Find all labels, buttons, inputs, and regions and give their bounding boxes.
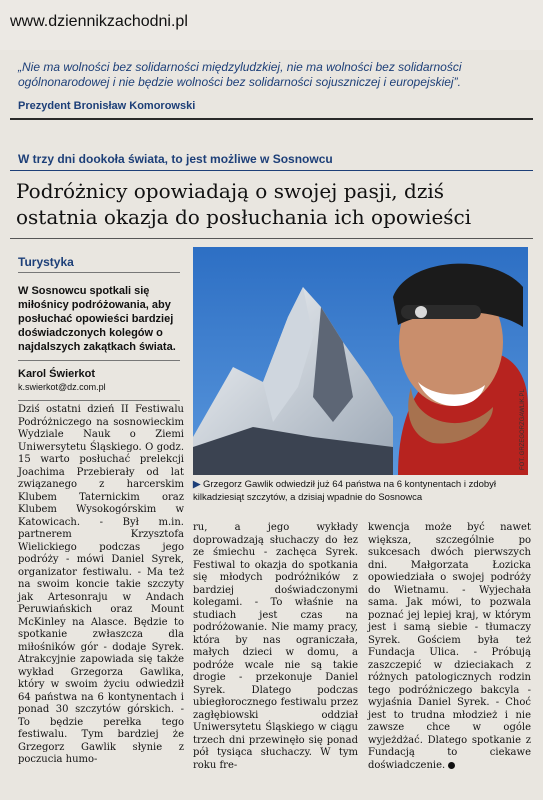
quote-author: Prezydent Bronisław Komorowski	[18, 100, 196, 112]
page-header	[0, 0, 543, 50]
author-divider	[18, 400, 180, 401]
section-label: Turystyka	[18, 255, 74, 269]
column-2-text: ru, a jego wykłady doprowadzają słuchaczy do łez ze śmiechu - zachęca Syrek. Festiwal to okazja do spotkania się młodych podróżników z bardziej doświadczonymi kolegami. - To właśnie na studiach jest czas na podróżowanie. Nie mamy pracy, która by nas ograniczała, małych dzieci w domu, a podróże wcale nie są takie drogie - przekonuje Daniel Syrek. Dlatego podczas ubiegłorocznego festiwalu przez zagłębiowski oddział Uniwersytetu Śląskiego w ciągu trzech dni przewinęło się ponad pół tysiąca słuchaczy. W tym roku fre-	[193, 522, 358, 771]
byline-divider	[18, 360, 180, 361]
quote-text: „Nie ma wolności bez solidarności międzyludzkiej, nie ma wolności bez solidarności ogólnonarodowej i nie będzie wolności bez solidarności sojuszniczej i europejskiej”.	[18, 60, 462, 89]
kicker: W trzy dni dookoła świata, to jest możliwe w Sosnowcu	[18, 152, 333, 166]
caption-bullet-icon: ▶	[193, 479, 203, 490]
divider	[10, 118, 533, 120]
column-3-text: kwencja może być nawet większa, szczególnie po sukcesach dwóch pierwszych dni. Małgorzata Łozicka opowiedziała o swojej podróży do Wietnamu. - Wyjechała sama. Jak mówi, to pozwala poznać jej lepiej kraj, w którym jest i samą siebie - tłumaczy Syrek. Gościem była też Fundacja Ulica. - Próbują zaszczepić w dzieciakach z różnych patologicznych rodzin tego podróżniczego bakcyla - wyjaśnia Daniel Syrek. - Choć jest to trudna młodzież i nie zawsze chce w ogóle wyjeżdżać. Dlatego spotkanie z Fundacją to ciekawe doświadczenie.	[368, 522, 531, 771]
photo-illustration	[193, 247, 528, 475]
column-1-text: Dziś ostatni dzień II Festiwalu Podróżniczego na sosnowieckim Wydziale Nauk o Ziemi Uniwersytetu Śląskiego. O godz. 15 warto posłuchać prelekcji Joachima Przebierały od lat związanego z harcerskim Klubem Taternickim oraz Klubem Wysokogórskim w Katowicach. - Był m.in. partnerem Krzysztofa Wielickiego podczas jego podróży - mówi Daniel Syrek, organizator festiwalu. - Ma też na swoim koncie takie szczyty jak Artesonraju w Andach Peruwiańskich oraz Mount McKinley na Alasce. Będzie to spotkanie zwłaszcza dla miłośników gór - dodaje Syrek. Atrakcyjnie zapowiada się także wykład Grzegorza Gawlika, który w swoim życiu odwiedził 64 państwa na 6 kontynentach i ponad 30 szczytów górskich. - To będzie perełka tego festiwalu. Tym bardziej że Grzegorz Gawlik słynie z poczucia humo-	[18, 404, 184, 765]
lead-paragraph: W Sosnowcu spotkali się miłośnicy podróżowania, aby posłuchać opowieści bardziej doświadczonych kolegów o najdalszych zakątkach świata.	[18, 285, 176, 353]
end-mark-icon	[448, 762, 455, 769]
article-photo	[193, 247, 528, 475]
site-url: www.dziennikzachodni.pl	[10, 13, 188, 30]
headline: Podróżnicy opowiadają o swojej pasji, dziś ostatnia okazja do posłuchania ich opowieści	[16, 179, 472, 229]
article-column-3	[368, 522, 531, 772]
article-column-2	[193, 522, 358, 772]
article-column-1	[18, 404, 184, 767]
author-name: Karol Świerkot	[18, 368, 96, 380]
section-divider	[18, 272, 180, 273]
headline-divider	[10, 238, 533, 239]
photo-caption-text: Grzegorz Gawlik odwiedził już 64 państwa na 6 kontynentach i zdobył kilkadziesiąt szczytów, a dzisiaj wpadnie do Sosnowca	[193, 479, 497, 503]
photo-credit: FOT. GRZEGORZGAWLIK.PL	[520, 389, 526, 470]
author-email: k.swierkot@dz.com.pl	[18, 382, 106, 392]
photo-caption	[193, 478, 533, 504]
kicker-divider	[10, 170, 533, 171]
